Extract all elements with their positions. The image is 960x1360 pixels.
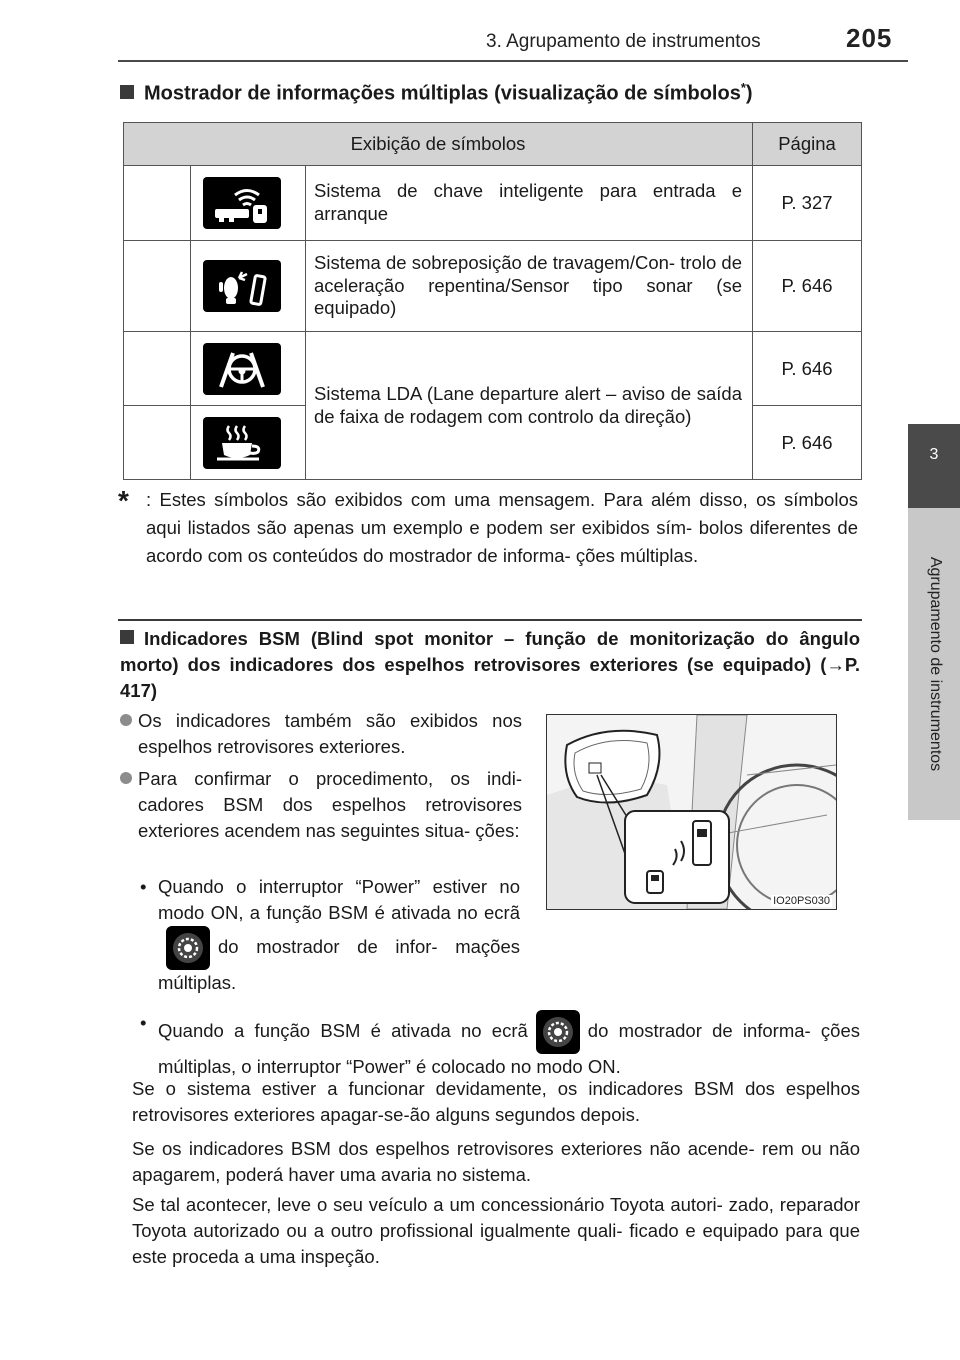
table-row: [124, 332, 862, 406]
table-row: [124, 166, 862, 241]
table-cell-page: P. 646: [753, 332, 862, 406]
table-cell-page: P. 646: [753, 406, 862, 480]
chapter-title: 3. Agrupamento de instrumentos: [486, 31, 761, 52]
table-row: [124, 241, 862, 332]
bullet-item: Os indicadores também são exibidos nos espelhos retrovisores exteriores.: [120, 708, 522, 760]
coffee-cup-icon: [203, 417, 281, 469]
table-cell-page: P. 327: [753, 166, 862, 241]
bullet-dot-icon: [120, 714, 132, 726]
bsm-settings-icon: [166, 926, 210, 970]
table-header-row: [124, 123, 862, 166]
paragraph: Se o sistema estiver a funcionar devidamente, os indicadores BSM dos espelhos retrovisores exteriores apagar-se-ão alguns segundos depois.: [132, 1078, 860, 1125]
heading-square-icon: [120, 630, 134, 644]
col-header-page: Página: [753, 123, 862, 166]
footnote-marker: *: [118, 485, 129, 516]
sub-bullet-item: • Quando a função BSM é ativada no ecrã do mostrador de informa- ções múltiplas, o interruptor “Power” é colocado no modo ON.: [140, 1012, 861, 1077]
symbols-table: [123, 122, 862, 480]
table-cell-desc: Sistema de sobreposição de travagem/Con- trolo de aceleração repentina/Sensor tipo sonar (se equipado): [306, 241, 753, 332]
sub-bullet-item: • Quando o interruptor “Power” estiver no modo ON, a função BSM é ativada no ecrã do mostrador de infor- mações múltiplas.: [140, 876, 520, 993]
image-code: IO20PS030: [773, 895, 830, 907]
table-cell-desc: Sistema LDA (Lane departure alert – aviso de saída de faixa de rodagem com controlo da direção): [306, 332, 753, 480]
lda-steering-icon: [203, 343, 281, 395]
table-footnote: * : Estes símbolos são exibidos com uma mensagem. Para além disso, os símbolos aqui listados são apenas um exemplo e podem ser exibidos sím- bolos diferentes de acordo com os conteúdos do mostrador de informa- ções múltiplas.: [118, 486, 858, 569]
table-cell-page: P. 646: [753, 241, 862, 332]
bullet-dot-icon: [120, 772, 132, 784]
chapter-tab-label: Agrupamento de instrumentos: [927, 556, 944, 772]
chapter-tab-number: 3: [929, 446, 939, 463]
page-number: 205: [846, 23, 893, 53]
bullet-item: Para confirmar o procedimento, os indi- cadores BSM dos espelhos retrovisores exteriores acendem nas seguintes situa- ções:: [120, 766, 522, 844]
header-rule: [118, 60, 908, 62]
bsm-settings-icon: [536, 1010, 580, 1054]
section-divider: [118, 619, 862, 621]
col-header-symbols: Exibição de símbolos: [124, 123, 753, 166]
brake-override-icon: [203, 260, 281, 312]
section-heading-symbols: Mostrador de informações múltiplas (visualização de símbolos*): [120, 80, 910, 106]
table-cell-desc: Sistema de chave inteligente para entrada e arranque: [306, 166, 753, 241]
paragraph: Se os indicadores BSM dos espelhos retrovisores exteriores não acende- rem ou não apagarem, poderá haver uma avaria no sistema.: [132, 1138, 860, 1185]
heading-square-icon: [120, 85, 134, 99]
paragraph: Se tal acontecer, leve o seu veículo a um concessionário Toyota autori- zado, reparador Toyota autorizado ou a outro profissional igualmente quali- ficado e equipado para que este proceda a uma inspeção.: [132, 1194, 860, 1267]
chapter-tab: [908, 424, 960, 508]
bsm-mirror-illustration: [546, 714, 837, 910]
section-heading-bsm: Indicadores BSM (Blind spot monitor – função de monitorização do ângulo morto) dos indicadores dos espelhos retrovisores exteriores (se equipado) (→P. 417): [120, 628, 860, 701]
smart-key-icon: [203, 177, 281, 229]
